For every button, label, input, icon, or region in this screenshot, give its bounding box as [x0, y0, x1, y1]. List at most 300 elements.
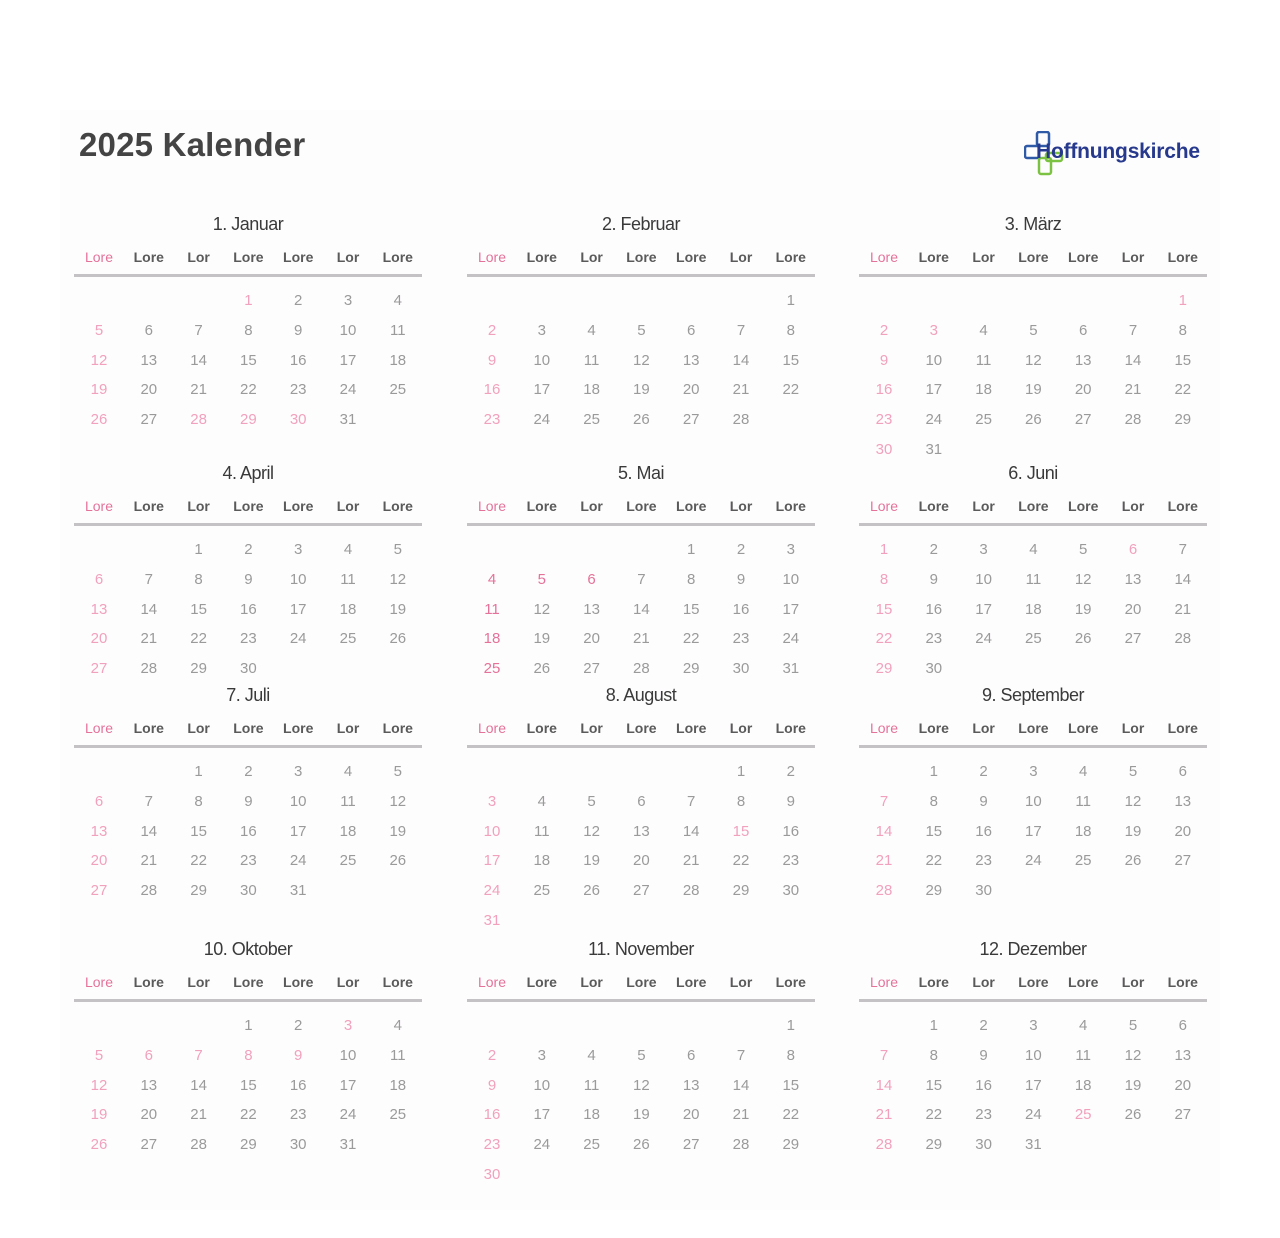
day-cell: 6: [687, 1046, 696, 1064]
day-cell: 18: [975, 381, 992, 399]
day-cell: 8: [929, 792, 938, 810]
weekday-label: Lor: [1121, 249, 1145, 265]
day-cell: 31: [925, 441, 943, 458]
day-cell: 7: [879, 1046, 889, 1064]
day-cell: 23: [240, 852, 257, 870]
day-cell: 31: [339, 411, 357, 429]
weekday-label: Lore: [1167, 498, 1198, 514]
day-cell: 30: [925, 660, 943, 678]
day-cell: 22: [190, 852, 207, 870]
day-cell: 12: [633, 1076, 650, 1094]
day-cell: 9: [244, 570, 253, 588]
day-cell: 17: [483, 852, 501, 870]
day-cell: 29: [875, 660, 893, 678]
day-cell: 10: [1025, 792, 1042, 810]
day-cell: 20: [682, 381, 700, 399]
day-cell: 22: [875, 630, 893, 648]
day-cell: 25: [339, 630, 357, 648]
day-cell: 31: [289, 882, 307, 900]
day-cell: 10: [1025, 1046, 1042, 1064]
page-title: 2025 Kalender: [79, 126, 306, 163]
weekday-label: Lore: [283, 498, 314, 514]
day-cell: 15: [190, 600, 207, 618]
day-cell: 21: [875, 852, 893, 870]
day-cell: 3: [294, 763, 303, 780]
day-cell: 25: [483, 660, 501, 678]
weekday-header-row: [74, 497, 422, 526]
weekday-label: Lor: [580, 974, 603, 990]
day-cell: 10: [975, 570, 992, 588]
weekday-label: Lore: [775, 498, 806, 514]
weekday-label: Lor: [972, 249, 995, 265]
day-cell: 1: [929, 1017, 938, 1034]
day-cell: 30: [732, 660, 750, 678]
day-cell: 27: [90, 660, 108, 678]
day-cell: 6: [94, 570, 104, 588]
day-cell: 2: [786, 763, 795, 780]
day-cell: 8: [879, 570, 889, 588]
weekday-label: Lore: [869, 249, 899, 265]
day-cell: 8: [687, 570, 696, 588]
day-cell: 23: [289, 381, 307, 399]
day-cell: 3: [786, 541, 795, 558]
day-cell: 30: [975, 882, 992, 900]
day-cell: 26: [90, 1136, 108, 1154]
day-cell: 16: [782, 822, 800, 840]
day-cell: 12: [1124, 1046, 1142, 1064]
weekday-label: Lore: [1068, 498, 1099, 514]
day-cell: 23: [483, 411, 501, 429]
day-cell: 12: [90, 1076, 108, 1094]
weekday-label: Lore: [133, 249, 164, 265]
day-cell: 8: [1178, 321, 1187, 339]
day-cell: 28: [190, 411, 207, 429]
weekday-label: Lore: [382, 720, 413, 736]
day-cell: 6: [1178, 1017, 1187, 1034]
day-cell: 11: [1075, 1046, 1091, 1064]
weekday-label: Lore: [869, 974, 899, 990]
weekday-header-row: [467, 248, 815, 277]
weekday-label: Lore: [1068, 974, 1099, 990]
day-cell: 3: [294, 541, 303, 558]
day-cell: 21: [1124, 381, 1142, 399]
day-cell: 22: [240, 381, 257, 399]
weekday-label: Lor: [729, 498, 753, 514]
weekday-header-row: [467, 497, 815, 526]
day-cell: 29: [190, 660, 207, 678]
day-cell: 11: [583, 351, 600, 369]
weekday-label: Lore: [918, 498, 949, 514]
day-cell: 7: [144, 570, 153, 588]
day-cell: 24: [1025, 852, 1042, 870]
day-cell: 13: [90, 822, 108, 840]
day-cell: 22: [732, 852, 750, 870]
weekday-label: Lore: [133, 498, 164, 514]
day-cell: 18: [1074, 822, 1092, 840]
day-cell: 11: [1025, 570, 1042, 588]
day-cell: 29: [682, 660, 700, 678]
weekday-label: Lore: [233, 498, 264, 514]
day-cell: 9: [294, 321, 303, 339]
day-cell: 3: [343, 292, 353, 309]
day-cell: 14: [732, 1076, 750, 1094]
day-cell: 1: [879, 541, 889, 558]
day-cell: 12: [583, 822, 600, 840]
weekday-label: Lore: [775, 720, 806, 736]
day-cell: 4: [587, 321, 596, 339]
day-cell: 25: [1074, 852, 1092, 870]
day-cell: 15: [240, 351, 257, 369]
day-cell: 24: [289, 630, 307, 648]
day-cell: 7: [144, 792, 153, 810]
day-cell: 17: [289, 822, 307, 840]
day-cell: 7: [194, 321, 203, 339]
day-cell: 20: [1074, 381, 1092, 399]
day-cell: 24: [339, 381, 357, 399]
day-cell: 11: [583, 1076, 600, 1094]
day-cell: 24: [925, 411, 943, 429]
day-cell: 14: [140, 822, 158, 840]
day-cell: 6: [1178, 763, 1187, 780]
weekday-label: Lore: [526, 498, 557, 514]
day-cell: 27: [1174, 1106, 1192, 1124]
logo-text: Hoffnungskirche: [1036, 140, 1200, 163]
day-cell: 27: [90, 882, 108, 900]
weekday-label: Lore: [233, 249, 264, 265]
day-cell: 17: [289, 600, 307, 618]
weekday-header-row: [74, 719, 422, 748]
day-cell: 17: [1025, 1076, 1042, 1094]
weekday-label: Lor: [729, 720, 753, 736]
weekday-label: Lor: [972, 720, 995, 736]
day-cell: 12: [90, 351, 108, 369]
day-cell: 5: [537, 570, 546, 588]
day-cell: 28: [732, 1136, 750, 1154]
weekday-label: Lore: [382, 974, 413, 990]
day-cell: 20: [583, 630, 600, 648]
weekday-label: Lor: [187, 974, 210, 990]
day-cell: 13: [1174, 1046, 1192, 1064]
day-cell: 1: [786, 1017, 795, 1034]
day-cell: 4: [393, 1017, 402, 1034]
weekday-label: Lore: [382, 498, 413, 514]
day-cell: 8: [929, 1046, 938, 1064]
day-cell: 23: [975, 1106, 992, 1124]
day-cell: 5: [587, 792, 596, 810]
day-cell: 25: [583, 1136, 600, 1154]
day-cell: 30: [782, 882, 800, 900]
weekday-label: Lore: [84, 249, 114, 265]
day-cell: 2: [294, 292, 303, 309]
day-cell: 11: [1075, 792, 1091, 810]
weekday-label: Lore: [918, 720, 949, 736]
day-cell: 7: [637, 570, 646, 588]
weekday-label: Lore: [1167, 974, 1198, 990]
day-cell: 26: [1124, 852, 1142, 870]
day-cell: 4: [1029, 541, 1038, 558]
day-cell: 28: [1174, 630, 1192, 648]
day-cell: 10: [339, 321, 357, 339]
day-cell: 14: [140, 600, 158, 618]
day-cell: 8: [244, 321, 253, 339]
day-cell: 25: [389, 381, 407, 399]
day-cell: 29: [1174, 411, 1192, 429]
weekday-label: Lore: [676, 974, 707, 990]
day-cell: 28: [140, 660, 158, 678]
day-cell: 29: [240, 411, 257, 429]
day-cell: 22: [782, 381, 800, 399]
day-cell: 21: [140, 852, 158, 870]
weekday-label: Lore: [1068, 249, 1099, 265]
day-cell: 27: [1074, 411, 1092, 429]
weekday-label: Lore: [283, 974, 314, 990]
day-cell: 25: [975, 411, 992, 429]
day-cell: 6: [687, 321, 696, 339]
day-cell: 1: [194, 541, 203, 558]
day-cell: 8: [736, 792, 746, 810]
weekday-label: Lore: [869, 720, 899, 736]
day-cell: 18: [389, 351, 407, 369]
day-cell: 14: [875, 822, 893, 840]
weekday-label: Lore: [626, 498, 657, 514]
day-cell: 22: [190, 630, 207, 648]
day-cell: 20: [140, 1106, 158, 1124]
day-cell: 13: [583, 600, 600, 618]
day-cell: 3: [929, 321, 938, 339]
day-cell: 26: [1124, 1106, 1142, 1124]
day-cell: 1: [736, 763, 746, 780]
day-cell: 11: [390, 1046, 406, 1064]
weekday-label: Lore: [918, 249, 949, 265]
day-cell: 2: [487, 321, 497, 339]
weekday-label: Lore: [775, 974, 806, 990]
day-cell: 15: [1174, 351, 1192, 369]
day-cell: 12: [389, 792, 407, 810]
day-cell: 6: [587, 570, 596, 588]
day-cell: 3: [1029, 763, 1038, 780]
day-cell: 14: [190, 1076, 207, 1094]
weekday-label: Lore: [626, 974, 657, 990]
weekday-label: Lor: [729, 249, 753, 265]
day-cell: 12: [1124, 792, 1142, 810]
day-cell: 9: [487, 1076, 497, 1094]
day-cell: 8: [194, 570, 203, 588]
weekday-header-row: [467, 719, 815, 748]
weekday-label: Lore: [1018, 720, 1049, 736]
weekday-label: Lore: [133, 720, 164, 736]
weekday-label: Lor: [1121, 498, 1145, 514]
day-cell: 27: [140, 1136, 158, 1154]
day-cell: 4: [487, 570, 497, 588]
weekday-label: Lor: [187, 720, 210, 736]
day-cell: 28: [190, 1136, 207, 1154]
day-cell: 18: [339, 822, 357, 840]
day-cell: 6: [94, 792, 104, 810]
day-cell: 28: [875, 882, 893, 900]
day-cell: 31: [1025, 1136, 1042, 1154]
day-cell: 25: [533, 882, 551, 900]
weekday-label: Lor: [1121, 720, 1145, 736]
day-cell: 29: [732, 882, 750, 900]
day-cell: 22: [1174, 381, 1192, 399]
weekday-label: Lore: [1167, 249, 1198, 265]
day-cell: 4: [1079, 763, 1088, 780]
day-cell: 26: [389, 630, 407, 648]
day-cell: 2: [979, 1017, 988, 1034]
day-cell: 24: [533, 411, 551, 429]
day-cell: 5: [1128, 1017, 1138, 1034]
day-cell: 7: [879, 792, 889, 810]
weekday-label: Lor: [580, 720, 603, 736]
day-cell: 11: [534, 822, 550, 840]
month-title: 9. September: [981, 685, 1085, 705]
day-cell: 27: [583, 660, 600, 678]
day-cell: 24: [339, 1106, 357, 1124]
day-cell: 19: [389, 822, 407, 840]
day-cell: 13: [140, 351, 158, 369]
day-cell: 14: [1174, 570, 1192, 588]
day-cell: 20: [90, 630, 108, 648]
weekday-label: Lore: [1167, 720, 1198, 736]
day-cell: 1: [929, 763, 938, 780]
weekday-label: Lor: [336, 498, 360, 514]
day-cell: 15: [875, 600, 893, 618]
day-cell: 21: [682, 852, 700, 870]
day-cell: 2: [929, 541, 938, 558]
day-cell: 14: [633, 600, 650, 618]
day-cell: 9: [786, 792, 795, 810]
day-cell: 21: [732, 381, 750, 399]
weekday-label: Lore: [526, 249, 557, 265]
day-cell: 17: [925, 381, 943, 399]
weekday-label: Lor: [187, 249, 210, 265]
day-cell: 18: [339, 600, 357, 618]
day-cell: 18: [533, 852, 551, 870]
day-cell: 5: [637, 321, 646, 339]
weekday-label: Lor: [972, 974, 995, 990]
day-cell: 9: [929, 570, 938, 588]
month-title: 2. Februar: [601, 214, 681, 234]
day-cell: 1: [244, 1017, 253, 1034]
day-cell: 16: [975, 1076, 992, 1094]
day-cell: 13: [140, 1076, 158, 1094]
day-cell: 1: [786, 292, 795, 309]
day-cell: 9: [979, 792, 988, 810]
day-cell: 4: [979, 321, 988, 339]
day-cell: 26: [1025, 411, 1042, 429]
day-cell: 3: [1029, 1017, 1038, 1034]
day-cell: 2: [736, 541, 746, 558]
weekday-label: Lore: [526, 720, 557, 736]
day-cell: 26: [633, 411, 650, 429]
month-title: 10. Oktober: [203, 939, 293, 959]
day-cell: 19: [1124, 822, 1142, 840]
day-cell: 19: [90, 1106, 108, 1124]
day-cell: 9: [736, 570, 746, 588]
day-cell: 3: [537, 1046, 546, 1064]
day-cell: 17: [533, 1106, 551, 1124]
day-cell: 19: [1074, 600, 1092, 618]
month-title: 6. Juni: [1008, 463, 1058, 483]
weekday-header-row: [467, 973, 815, 1002]
day-cell: 27: [682, 1136, 700, 1154]
weekday-label: Lore: [477, 249, 507, 265]
day-cell: 20: [1174, 822, 1192, 840]
day-cell: 10: [925, 351, 943, 369]
day-cell: 7: [1128, 321, 1138, 339]
day-cell: 26: [633, 1136, 650, 1154]
day-cell: 30: [289, 1136, 307, 1154]
weekday-header-row: [859, 497, 1207, 526]
day-cell: 16: [483, 381, 501, 399]
day-cell: 19: [1025, 381, 1042, 399]
day-cell: 20: [90, 852, 108, 870]
weekday-label: Lore: [1018, 974, 1049, 990]
weekday-label: Lore: [233, 974, 264, 990]
day-cell: 8: [786, 1046, 795, 1064]
day-cell: 21: [140, 630, 158, 648]
day-cell: 19: [389, 600, 407, 618]
day-cell: 29: [925, 882, 943, 900]
month-title: 3. März: [1004, 214, 1062, 234]
day-cell: 30: [240, 660, 257, 678]
weekday-header-row: [74, 248, 422, 277]
day-cell: 22: [682, 630, 700, 648]
day-cell: 24: [483, 882, 501, 900]
day-cell: 23: [975, 852, 992, 870]
day-cell: 4: [587, 1046, 596, 1064]
day-cell: 3: [537, 321, 546, 339]
day-cell: 10: [289, 570, 307, 588]
day-cell: 12: [633, 351, 650, 369]
day-cell: 15: [782, 351, 800, 369]
day-cell: 27: [1124, 630, 1142, 648]
day-cell: 6: [1128, 541, 1138, 558]
day-cell: 14: [732, 351, 750, 369]
day-cell: 7: [194, 1046, 203, 1064]
day-cell: 23: [289, 1106, 307, 1124]
day-cell: 13: [1124, 570, 1142, 588]
day-cell: 4: [393, 292, 402, 309]
day-cell: 16: [289, 351, 307, 369]
day-cell: 28: [1124, 411, 1142, 429]
day-cell: 17: [782, 600, 800, 618]
day-cell: 24: [289, 852, 307, 870]
day-cell: 22: [240, 1106, 257, 1124]
month-title: 7. Juli: [226, 685, 270, 705]
day-cell: 3: [487, 792, 497, 810]
day-cell: 18: [583, 1106, 600, 1124]
day-cell: 19: [583, 852, 600, 870]
day-cell: 27: [633, 882, 650, 900]
weekday-label: Lore: [382, 249, 413, 265]
weekday-label: Lore: [84, 974, 114, 990]
day-cell: 29: [925, 1136, 943, 1154]
day-cell: 4: [1079, 1017, 1088, 1034]
day-cell: 6: [1079, 321, 1088, 339]
day-cell: 27: [140, 411, 158, 429]
day-cell: 30: [289, 411, 307, 429]
day-cell: 15: [782, 1076, 800, 1094]
day-cell: 2: [244, 763, 253, 780]
month-title: 4. April: [222, 463, 274, 483]
weekday-label: Lor: [1121, 974, 1145, 990]
weekday-header-row: [74, 973, 422, 1002]
month-title: 1. Januar: [212, 214, 284, 234]
day-cell: 11: [975, 351, 992, 369]
month-title: 5. Mai: [617, 463, 665, 483]
weekday-label: Lore: [283, 249, 314, 265]
